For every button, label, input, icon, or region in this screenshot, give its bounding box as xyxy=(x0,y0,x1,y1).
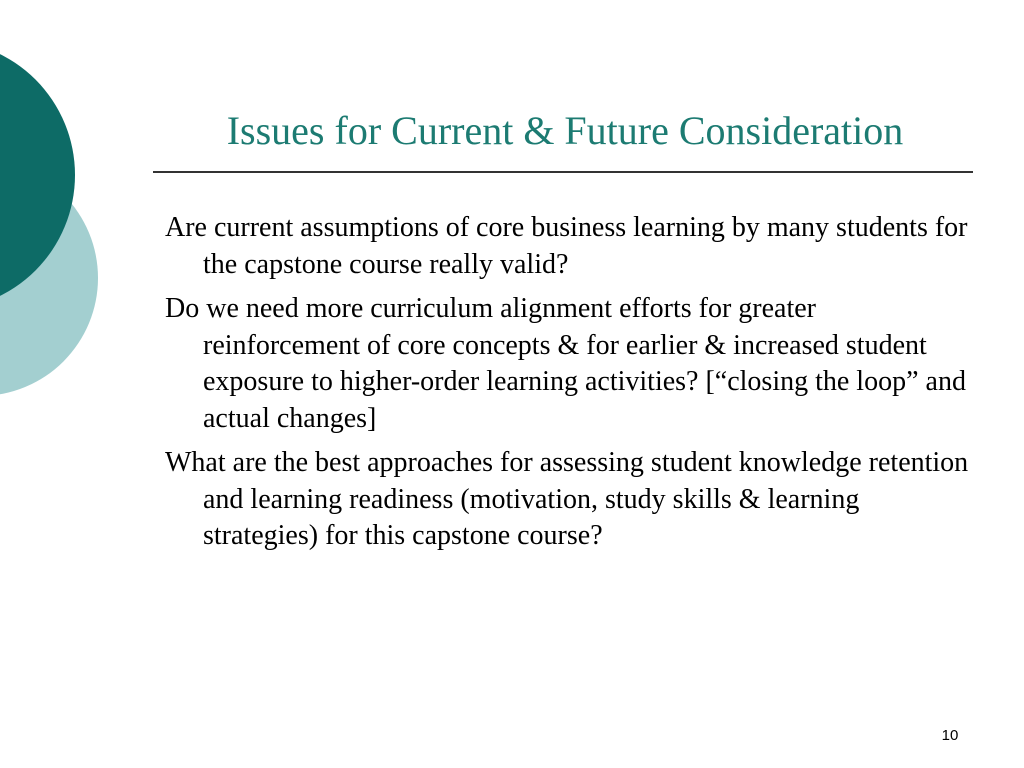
page-number: 10 xyxy=(941,727,959,744)
title-divider xyxy=(153,171,973,173)
decorative-circles xyxy=(0,0,110,410)
bullet-item: Are current assumptions of core business learning by many students for the capstone course really valid? xyxy=(165,212,968,280)
slide-title: Issues for Current & Future Consideration xyxy=(226,108,904,153)
bullet-item: What are the best approaches for assessing student knowledge retention and learning readiness (motivation, study skills & learning strategies) for this capstone course? xyxy=(165,447,969,551)
bullet-list xyxy=(165,210,975,563)
bullet-item: Do we need more curriculum alignment efforts for greater reinforcement of core concepts & for earlier & increased student exposure to higher-order learning activities? [“closing the loop” and actual changes] xyxy=(165,293,966,434)
